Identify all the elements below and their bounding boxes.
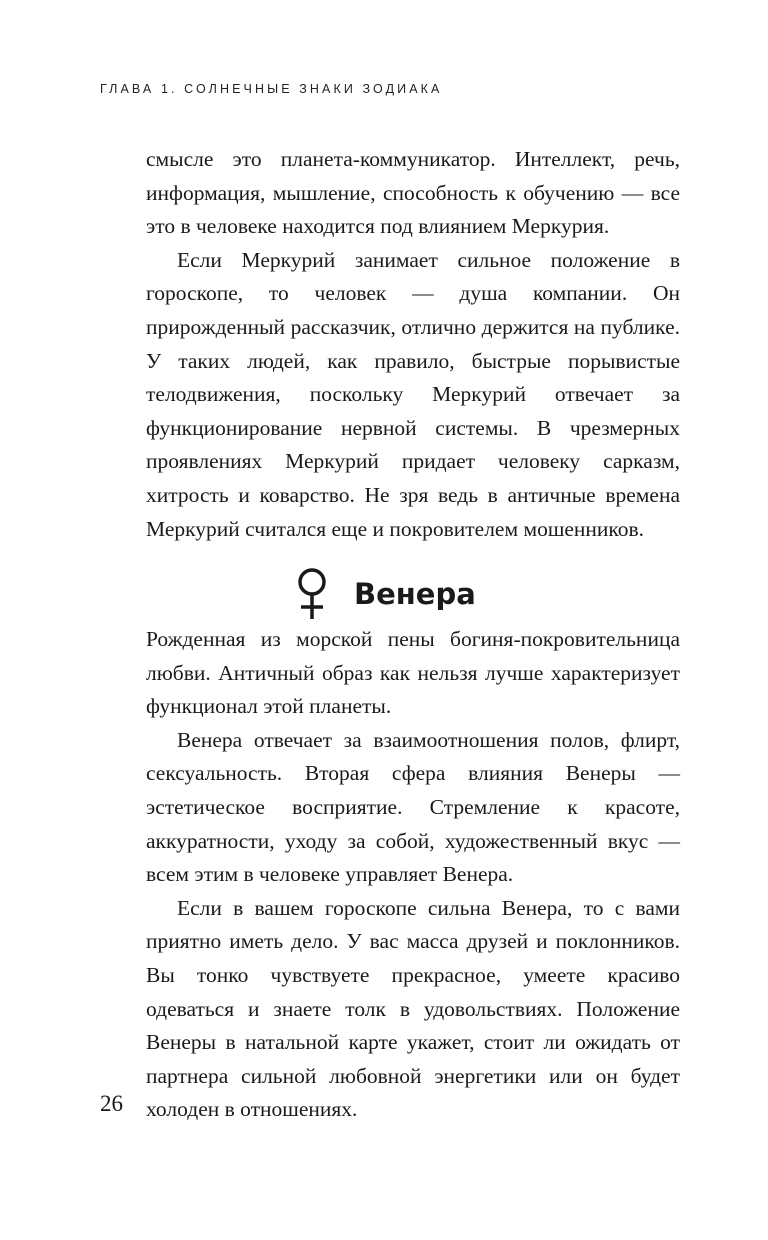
paragraph-venus-intro: Рожденная из морской пены богиня-покровительница любви. Античный образ как нельзя лучше характеризует функционал этой планеты. bbox=[146, 627, 680, 719]
venus-symbol-icon bbox=[294, 567, 330, 621]
venus-text-block bbox=[146, 623, 680, 1127]
section-title: Венера bbox=[354, 577, 476, 611]
page-number: 26 bbox=[100, 1091, 123, 1116]
paragraph-venus-strong: Если в вашем гороскопе сильна Венера, то с вами приятно иметь дело. У вас масса друзей и поклонников. Вы тонко чувствуете прекрасное, умеете красиво одеваться и знаете толк в удовольствиях. Положение Венеры в натальной карте укажет, стоит ли ожидать от партнера сильной любовной энергетики или он будет холоден в отношениях. bbox=[146, 895, 680, 1122]
venus-section-heading bbox=[294, 566, 476, 622]
running-head: ГЛАВА 1. СОЛНЕЧНЫЕ ЗНАКИ ЗОДИАКА bbox=[100, 82, 443, 96]
mercury-text-block bbox=[146, 143, 680, 546]
paragraph-mercury-strong: Если Меркурий занимает сильное положение в гороскопе, то человек — душа компании. Он прирожденный рассказчик, отлично держится на публике. У таких людей, как правило, быстрые порывистые телодвижения, поскольку Меркурий отвечает за функционирование нервной системы. В чрезмерных проявлениях Меркурий придает человеку сарказм, хитрость и коварство. Не зря ведь в античные времена Меркурий считался еще и покровителем мошенников. bbox=[146, 247, 680, 541]
paragraph-venus-responsibilities: Венера отвечает за взаимоотношения полов, флирт, сексуальность. Вторая сфера влияния Венеры — эстетическое восприятие. Стремление к красоте, аккуратности, уходу за собой, художественный вкус — всем этим в человеке управляет Венера. bbox=[146, 727, 680, 887]
paragraph-mercury-continuation: смысле это планета-коммуникатор. Интеллект, речь, информация, мышление, способность к обучению — все это в человеке находится под влиянием Меркурия. bbox=[146, 147, 680, 239]
